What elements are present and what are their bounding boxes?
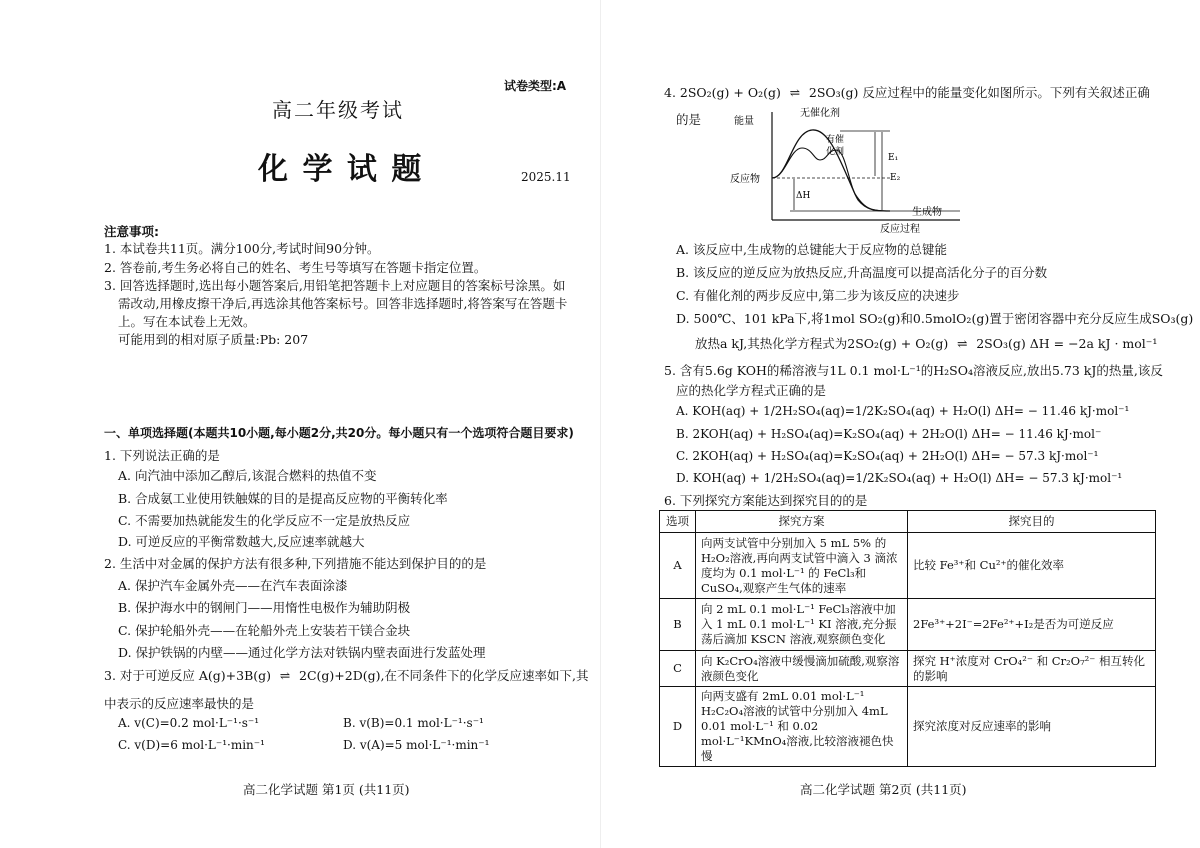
q1-option: B. 合成氨工业使用铁触媒的目的是提高反应物的平衡转化率: [118, 491, 448, 506]
q3-stem: [104, 666, 588, 684]
note-line: 2. 答卷前,考生务必将自己的姓名、考生号等填写在答题卡指定位置。: [104, 260, 487, 275]
q4-option-d-part: 放热a kJ,其热化学方程式为2SO₂(g) + O₂(g): [695, 336, 949, 351]
column-header: 探究目的: [908, 511, 1156, 533]
catalyzed-label: 化剂: [826, 147, 845, 157]
exam-title: 高二年级考试: [272, 98, 404, 122]
q4-stem-part: 4. 2SO₂(g) + O₂(g): [664, 85, 781, 100]
table-cell: A: [660, 533, 696, 599]
reactants-label: 反应物: [730, 174, 760, 185]
note-line: 1. 本试卷共11页。满分100分,考试时间90分钟。: [104, 241, 380, 256]
uncatalyzed-label: 无催化剂: [800, 108, 840, 119]
table-cell: 向 K₂CrO₄溶液中缓慢滴加硫酸,观察溶液颜色变化: [696, 651, 908, 687]
q1-stem: 1. 下列说法正确的是: [104, 448, 220, 463]
y-axis-label: 能量: [734, 116, 754, 127]
q1-option: C. 不需要加热就能发生的化学反应不一定是放热反应: [118, 513, 411, 528]
q6-stem: 6. 下列探究方案能达到探究目的的是: [664, 493, 868, 508]
q4-stem-cont: 的是: [676, 112, 702, 127]
q3-stem-part: 3. 对于可逆反应 A(g)+3B(g): [104, 668, 272, 683]
table-cell: 比较 Fe³⁺和 Cu²⁺的催化效率: [908, 533, 1156, 599]
equilibrium-arrow-icon: ⇌: [956, 336, 968, 351]
table-cell: 探究 H⁺浓度对 CrO₄²⁻ 和 Cr₂O₇²⁻ 相互转化的影响: [908, 651, 1156, 687]
note-line: 可能用到的相对原子质量:Pb: 207: [118, 332, 309, 347]
table-cell: 向两支试管中分别加入 5 mL 5% 的 H₂O₂溶液,再向两支试管中滴入 3 滴浓度均为 0.1 mol·L⁻¹ 的 FeCl₃和 CuSO₄,观察产生气体的速率: [696, 533, 908, 599]
q2-stem: 2. 生活中对金属的保护方法有很多种,下列措施不能达到保护目的的是: [104, 556, 487, 571]
catalyzed-label: 有催: [826, 135, 845, 145]
q4-option: C. 有催化剂的两步反应中,第二步为该反应的决速步: [676, 288, 960, 303]
q6-table: [659, 510, 1156, 767]
q4-option-d-cont: [695, 334, 1157, 352]
energy-diagram: [730, 104, 970, 234]
equilibrium-arrow-icon: ⇌: [789, 85, 801, 100]
q3-stem-cont: 中表示的反应速率最快的是: [104, 696, 255, 711]
dh-label: ΔH: [796, 191, 811, 201]
table-row: [660, 599, 1156, 651]
table-cell: 向 2 mL 0.1 mol·L⁻¹ FeCl₃溶液中加入 1 mL 0.1 mol·L⁻¹ KI 溶液,充分振荡后滴加 KSCN 溶液,观察颜色变化: [696, 599, 908, 651]
note-line: 上。写在本试卷上无效。: [118, 314, 256, 329]
q2-option: D. 保护铁锅的内壁——通过化学方法对铁锅内壁表面进行发蓝处理: [118, 645, 486, 660]
table-cell: 向两支盛有 2mL 0.01 mol·L⁻¹ H₂C₂O₄溶液的试管中分别加入 4mL 0.01 mol·L⁻¹ 和 0.02 mol·L⁻¹KMnO₄溶液,比较溶液褪色快慢: [696, 687, 908, 767]
note-line: 需改动,用橡皮擦干净后,再选涂其他答案标号。回答非选择题时,将答案写在答题卡: [118, 296, 568, 311]
table-cell: 探究浓度对反应速率的影响: [908, 687, 1156, 767]
q2-option: A. 保护汽车金属外壳——在汽车表面涂漆: [118, 578, 348, 593]
q4-stem: [664, 83, 1150, 101]
q3-option: A. v(C)=0.2 mol·L⁻¹·s⁻¹: [118, 716, 260, 730]
q4-option: B. 该反应的逆反应为放热反应,升高温度可以提高活化分子的百分数: [676, 265, 1048, 280]
table-row: [660, 533, 1156, 599]
note-line: 3. 回答选择题时,选出每小题答案后,用铅笔把答题卡上对应题目的答案标号涂黑。如: [104, 278, 566, 293]
page-footer: 高二化学试题 第2页 (共11页): [800, 782, 967, 797]
q1-option: D. 可逆反应的平衡常数越大,反应速率就越大: [118, 534, 365, 549]
table-cell: B: [660, 599, 696, 651]
q5-stem-cont: 应的热化学方程式正确的是: [676, 383, 827, 398]
q3-option: B. v(B)=0.1 mol·L⁻¹·s⁻¹: [343, 716, 484, 730]
q4-option: A. 该反应中,生成物的总键能大于反应物的总键能: [676, 242, 947, 257]
q4-stem-part: 2SO₃(g) 反应过程中的能量变化如图所示。下列有关叙述正确: [808, 85, 1150, 100]
column-header: 选项: [660, 511, 696, 533]
column-header: 探究方案: [696, 511, 908, 533]
q2-option: B. 保护海水中的钢闸门——用惰性电极作为辅助阴极: [118, 600, 411, 615]
x-axis-label: 反应过程: [880, 224, 920, 234]
page-footer: 高二化学试题 第1页 (共11页): [243, 782, 410, 797]
section-heading: 一、单项选择题(本题共10小题,每小题2分,共20分。每小题只有一个选项符合题目要求): [104, 426, 574, 440]
subject-title: 化 学 试 题: [258, 152, 424, 187]
equilibrium-arrow-icon: ⇌: [279, 668, 291, 683]
q5-option: B. 2KOH(aq) + H₂SO₄(aq)=K₂SO₄(aq) + 2H₂O(l) ΔH= − 11.46 kJ·mol⁻: [676, 427, 1102, 441]
q3-option: D. v(A)=5 mol·L⁻¹·min⁻¹: [343, 738, 490, 752]
e2-label: E₂: [890, 173, 901, 183]
paper-type: 试卷类型:A: [504, 79, 567, 93]
right-page: [600, 0, 1200, 848]
table-cell: C: [660, 651, 696, 687]
q1-option: A. 向汽油中添加乙醇后,该混合燃料的热值不变: [118, 468, 377, 483]
q3-stem-part: 2C(g)+2D(g),在不同条件下的化学反应速率如下,其: [299, 668, 589, 683]
q5-option: A. KOH(aq) + 1/2H₂SO₄(aq)=1/2K₂SO₄(aq) + H₂O(l) ΔH= − 11.46 kJ·mol⁻¹: [676, 404, 1130, 418]
q4-option: D. 500℃、101 kPa下,将1mol SO₂(g)和0.5molO₂(g)置于密闭容器中充分反应生成SO₃(g): [676, 311, 1194, 326]
e1-label: E₁: [888, 153, 899, 163]
table-cell: D: [660, 687, 696, 767]
table-header-row: [660, 511, 1156, 533]
exam-date: 2025.11: [521, 170, 571, 184]
table-cell: 2Fe³⁺+2I⁻=2Fe²⁺+I₂是否为可逆反应: [908, 599, 1156, 651]
q2-option: C. 保护轮船外壳——在轮船外壳上安装若干镁合金块: [118, 623, 411, 638]
q5-option: C. 2KOH(aq) + H₂SO₄(aq)=K₂SO₄(aq) + 2H₂O(l) ΔH= − 57.3 kJ·mol⁻¹: [676, 449, 1099, 463]
table-row: [660, 651, 1156, 687]
q5-option: D. KOH(aq) + 1/2H₂SO₄(aq)=1/2K₂SO₄(aq) + H₂O(l) ΔH= − 57.3 kJ·mol⁻¹: [676, 471, 1123, 485]
products-label: 生成物: [912, 207, 942, 218]
q3-option: C. v(D)=6 mol·L⁻¹·min⁻¹: [118, 738, 265, 752]
table-row: [660, 687, 1156, 767]
q4-option-d-part: 2SO₃(g) ΔH = −2a kJ · mol⁻¹: [976, 336, 1158, 351]
q5-stem: 5. 含有5.6g KOH的稀溶液与1L 0.1 mol·L⁻¹的H₂SO₄溶液反应,放出5.73 kJ的热量,该反: [664, 363, 1163, 378]
notes-heading: 注意事项:: [104, 224, 159, 239]
